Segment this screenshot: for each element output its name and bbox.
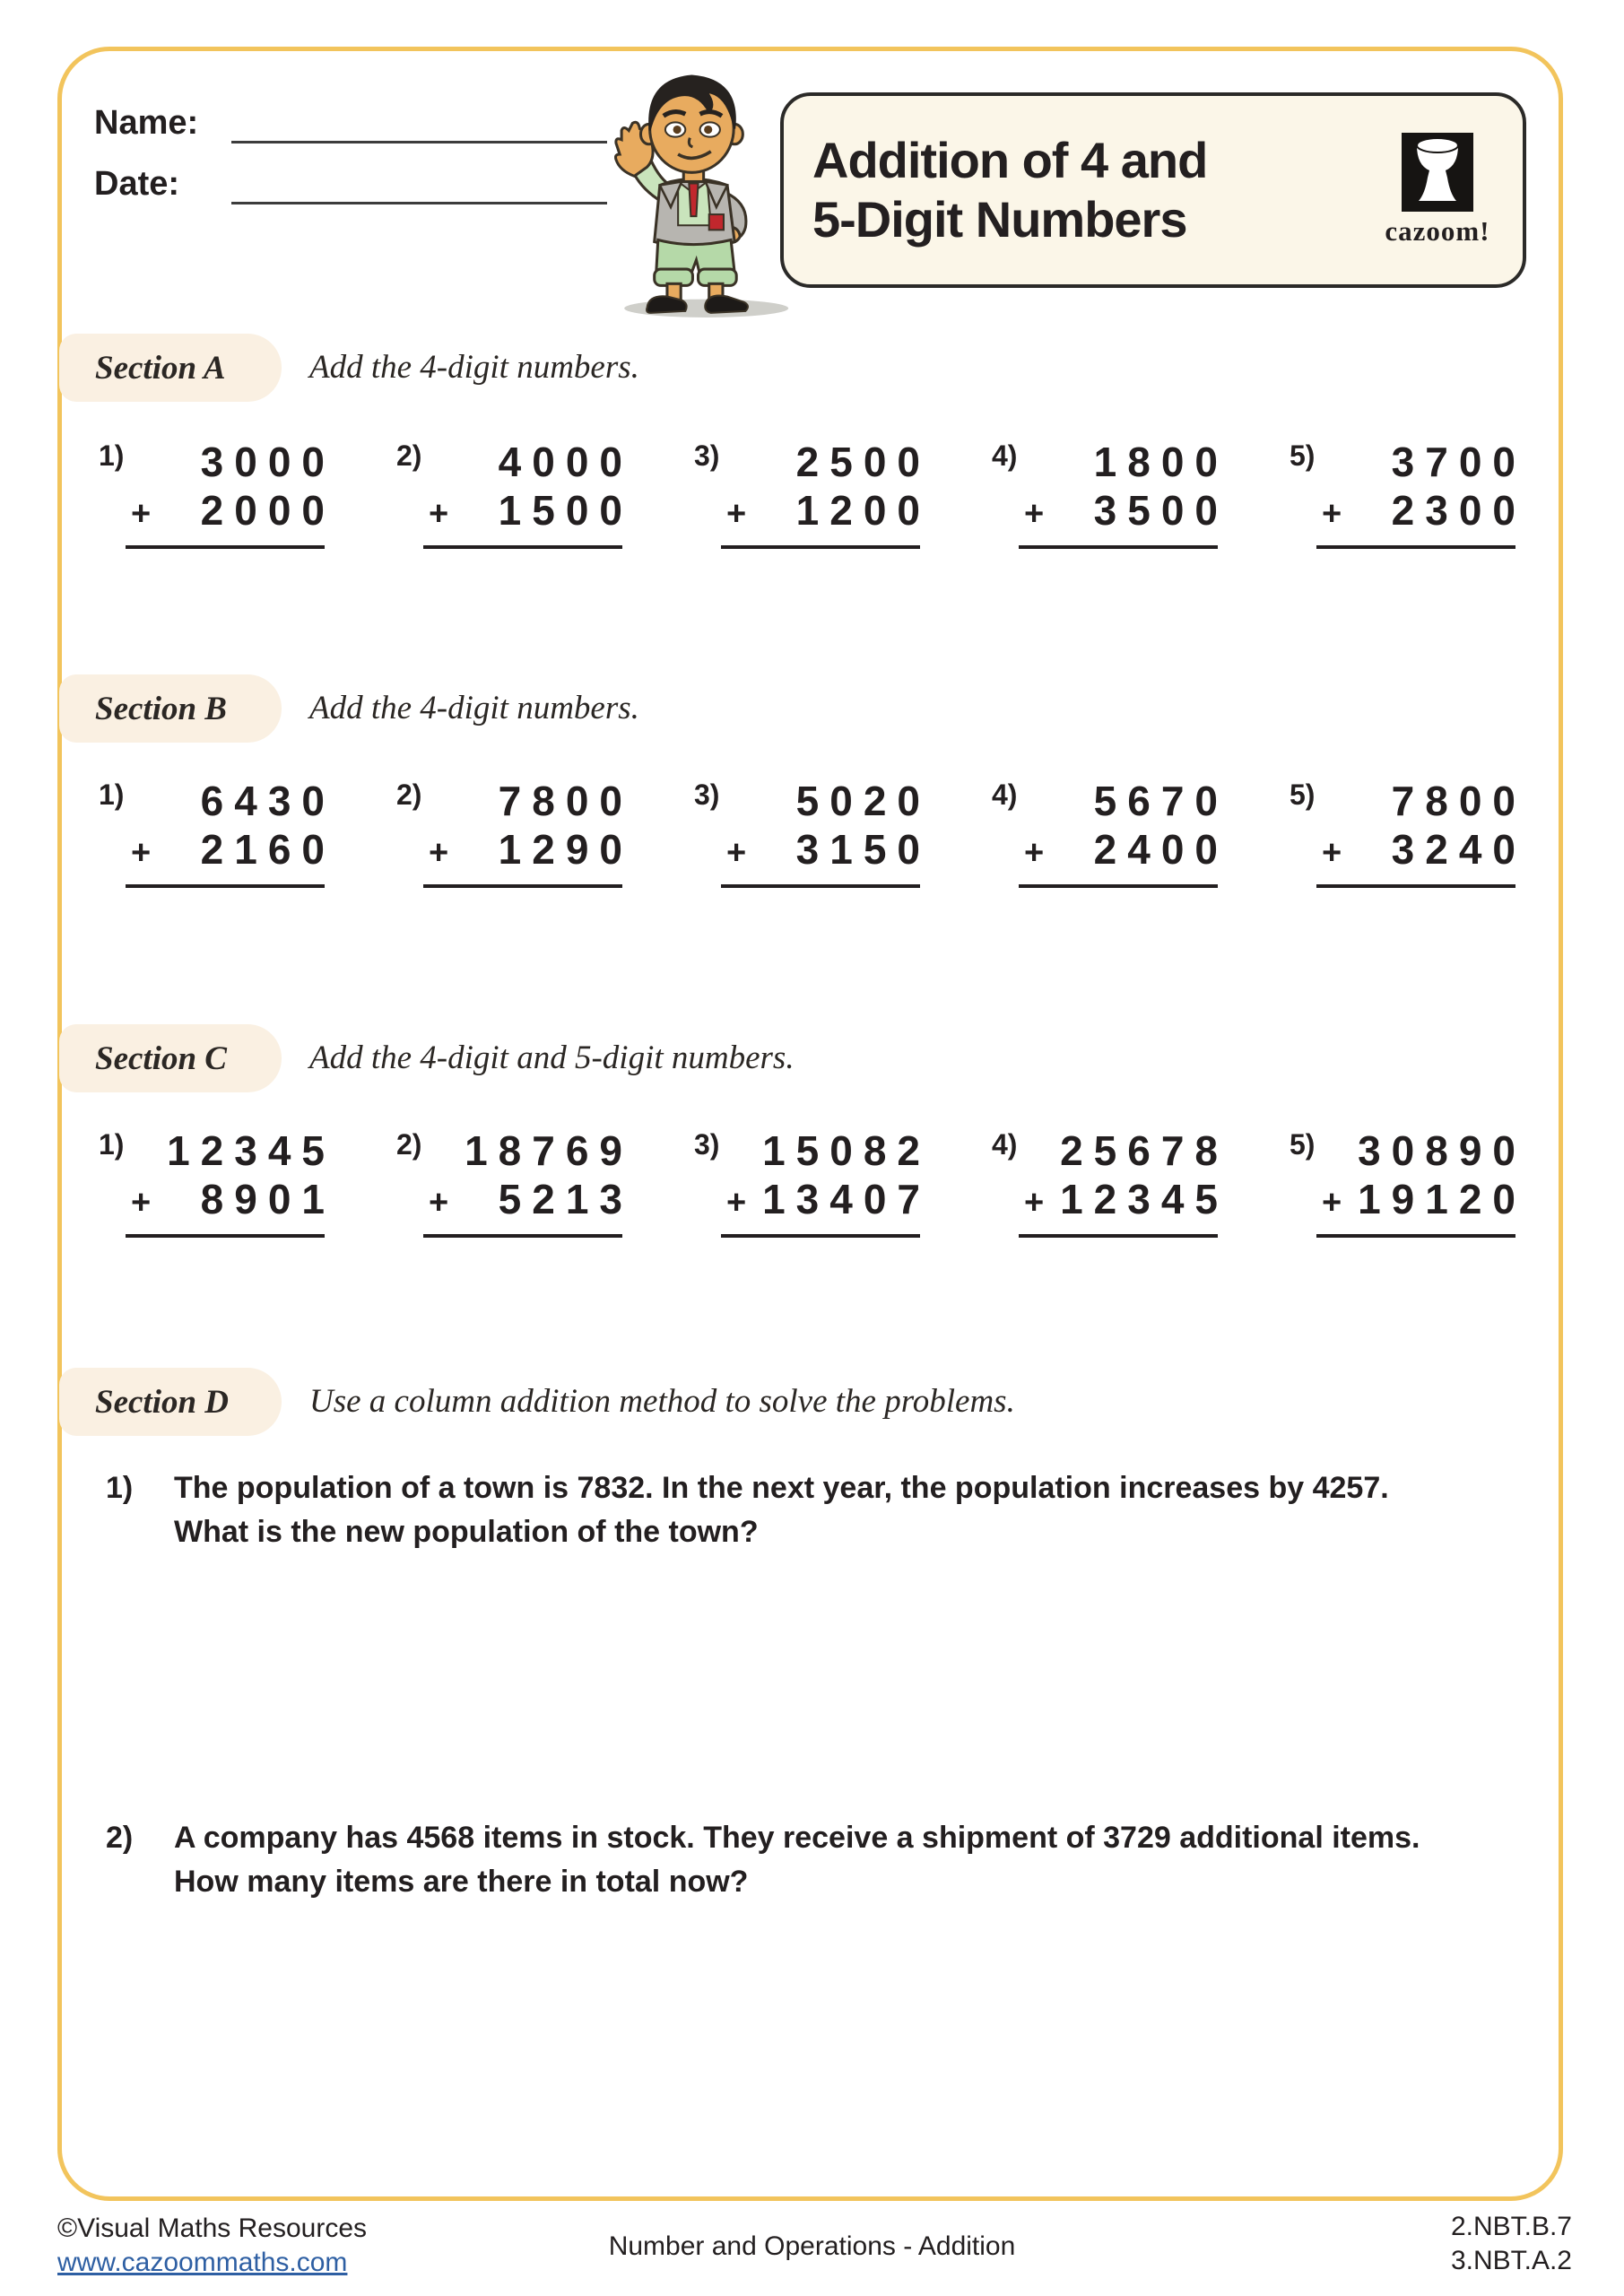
addend-top: 3700: [1391, 439, 1526, 485]
addition-problem: [992, 438, 1229, 549]
answer-line[interactable]: [1019, 884, 1218, 888]
problem-number: 2): [396, 1128, 422, 1161]
problem-number: 5): [1290, 1128, 1316, 1161]
column-addition: [126, 438, 335, 549]
word-problem-2: [106, 1816, 1420, 1904]
problem-number: 1): [106, 1471, 134, 1505]
addition-problem: [1290, 777, 1526, 888]
plus-sign: +: [1322, 495, 1342, 533]
addition-problem: [694, 777, 931, 888]
word-problem-1: [106, 1466, 1389, 1554]
column-addition: [423, 438, 633, 549]
section-d-instruction: Use a column addition method to solve the problems.: [309, 1383, 1015, 1420]
problem-number: 4): [992, 1128, 1018, 1161]
plus-sign: +: [726, 834, 747, 872]
problem-number: 5): [1290, 439, 1316, 472]
plus-sign: +: [429, 495, 449, 533]
answer-line[interactable]: [423, 884, 622, 888]
addend-top: 15082: [762, 1127, 931, 1174]
plus-sign: +: [1024, 1184, 1045, 1222]
addend-bottom: 2000: [200, 487, 335, 534]
plus-sign: +: [1322, 1184, 1342, 1222]
addition-problem: [992, 777, 1229, 888]
problem-number: 2): [106, 1821, 134, 1855]
section-c-label: Section C: [95, 1039, 227, 1077]
answer-line[interactable]: [1019, 1234, 1218, 1238]
addend-top: 30890: [1358, 1127, 1526, 1174]
addend-top: 1800: [1093, 439, 1229, 485]
footer-copyright: ©Visual Maths Resources: [57, 2213, 368, 2243]
addend-bottom: 2160: [200, 826, 335, 873]
answer-line[interactable]: [721, 545, 920, 549]
addend-top: 18769: [465, 1127, 633, 1174]
addend-bottom: 5213: [498, 1176, 633, 1222]
plus-sign: +: [131, 1184, 152, 1222]
addend-bottom: 2300: [1391, 487, 1526, 534]
addend-top: 7800: [498, 778, 633, 824]
problem-number: 5): [1290, 778, 1316, 811]
plus-sign: +: [1024, 495, 1045, 533]
column-addition: [423, 777, 633, 888]
addition-problem: [694, 1126, 931, 1238]
addend-top: 4000: [498, 439, 633, 485]
plus-sign: +: [726, 495, 747, 533]
addition-problem: [992, 1126, 1229, 1238]
answer-line[interactable]: [1019, 545, 1218, 549]
djembe-drum-icon: [1402, 133, 1473, 212]
column-addition: [1316, 1126, 1526, 1238]
problem-number: 4): [992, 778, 1018, 811]
boy-mascot-illustration: [583, 47, 812, 320]
column-addition: [721, 1126, 931, 1238]
addition-problem: [99, 777, 335, 888]
section-c-problems-row: [0, 1126, 1624, 1248]
addend-top: 7800: [1391, 778, 1526, 824]
section-c-instruction: Add the 4-digit and 5-digit numbers.: [309, 1039, 795, 1076]
answer-line[interactable]: [423, 1234, 622, 1238]
addend-bottom: 1500: [498, 487, 633, 534]
column-addition: [126, 1126, 335, 1238]
addend-bottom: 1200: [795, 487, 931, 534]
name-label: Name:: [94, 104, 199, 142]
addition-problem: [396, 438, 633, 549]
column-addition: [1316, 438, 1526, 549]
addend-bottom: 3500: [1093, 487, 1229, 534]
problem-number: 1): [99, 439, 125, 472]
section-a-problems-row: [0, 438, 1624, 559]
answer-line[interactable]: [1316, 545, 1515, 549]
problem-number: 2): [396, 778, 422, 811]
addition-problem: [694, 438, 931, 549]
section-b-pill: [59, 674, 282, 743]
worksheet-title-box: [780, 92, 1526, 288]
addition-problem: [99, 1126, 335, 1238]
column-addition: [1316, 777, 1526, 888]
addend-top: 6430: [200, 778, 335, 824]
column-addition: [1019, 777, 1229, 888]
section-d-pill: [59, 1368, 282, 1436]
problem-number: 3): [694, 778, 720, 811]
section-c-pill: [59, 1024, 282, 1092]
problem-number: 1): [99, 1128, 125, 1161]
worksheet-title: Addition of 4 and 5-Digit Numbers: [812, 132, 1208, 248]
answer-line[interactable]: [126, 1234, 325, 1238]
section-b-instruction: Add the 4-digit numbers.: [309, 690, 639, 726]
section-b-problems-row: [0, 777, 1624, 898]
section-a-instruction: Add the 4-digit numbers.: [309, 349, 639, 386]
plus-sign: +: [1322, 834, 1342, 872]
problem-number: 1): [99, 778, 125, 811]
footer-standard-1: 2.NBT.B.7: [1450, 2212, 1572, 2241]
addend-bottom: 2400: [1093, 826, 1229, 873]
answer-line[interactable]: [423, 545, 622, 549]
addition-problem: [396, 777, 633, 888]
problem-number: 4): [992, 439, 1018, 472]
answer-line[interactable]: [1316, 884, 1515, 888]
addend-bottom: 3150: [795, 826, 931, 873]
logo-wordmark: cazoom!: [1385, 215, 1490, 247]
problem-number: 2): [396, 439, 422, 472]
plus-sign: +: [1024, 834, 1045, 872]
plus-sign: +: [726, 1184, 747, 1222]
problem-number: 3): [694, 1128, 720, 1161]
answer-line[interactable]: [126, 884, 325, 888]
answer-line[interactable]: [721, 1234, 920, 1238]
column-addition: [423, 1126, 633, 1238]
problem-number: 3): [694, 439, 720, 472]
date-input-line[interactable]: [231, 202, 607, 204]
column-addition: [1019, 438, 1229, 549]
section-b-label: Section B: [95, 690, 227, 727]
addition-problem: [1290, 438, 1526, 549]
plus-sign: +: [131, 834, 152, 872]
cazoom-logo: [1370, 133, 1505, 248]
addend-bottom: 8901: [200, 1176, 335, 1222]
answer-line[interactable]: [126, 545, 325, 549]
footer-topic: Number and Operations - Addition: [608, 2231, 1016, 2261]
column-addition: [126, 777, 335, 888]
plus-sign: +: [429, 834, 449, 872]
plus-sign: +: [429, 1184, 449, 1222]
section-a-pill: [59, 334, 282, 402]
addition-problem: [99, 438, 335, 549]
date-label: Date:: [94, 165, 180, 203]
addend-bottom: 12345: [1060, 1176, 1229, 1222]
addend-top: 5020: [795, 778, 931, 824]
addend-bottom: 1290: [498, 826, 633, 873]
addend-bottom: 13407: [762, 1176, 931, 1222]
addition-problem: [396, 1126, 633, 1238]
addend-top: 2500: [795, 439, 931, 485]
plus-sign: +: [131, 495, 152, 533]
name-input-line[interactable]: [231, 141, 607, 144]
answer-line[interactable]: [721, 884, 920, 888]
addend-top: 12345: [167, 1127, 335, 1174]
footer-standard-2: 3.NBT.A.2: [1450, 2246, 1572, 2275]
addend-bottom: 3240: [1391, 826, 1526, 873]
column-addition: [721, 777, 931, 888]
footer-website-link[interactable]: www.cazoommaths.com: [57, 2248, 348, 2277]
answer-line[interactable]: [1316, 1234, 1515, 1238]
addend-top: 25678: [1060, 1127, 1229, 1174]
section-a-label: Section A: [95, 349, 226, 387]
column-addition: [721, 438, 931, 549]
addend-bottom: 19120: [1358, 1176, 1526, 1222]
section-d-label: Section D: [95, 1383, 230, 1421]
addition-problem: [1290, 1126, 1526, 1238]
word-problem-text: The population of a town is 7832. In the next year, the population increases by 4257. What is the new population of the town?: [174, 1471, 1389, 1549]
column-addition: [1019, 1126, 1229, 1238]
addend-top: 5670: [1093, 778, 1229, 824]
addend-top: 3000: [200, 439, 335, 485]
word-problem-text: A company has 4568 items in stock. They receive a shipment of 3729 additional items. How many items are there in total now?: [174, 1821, 1420, 1899]
